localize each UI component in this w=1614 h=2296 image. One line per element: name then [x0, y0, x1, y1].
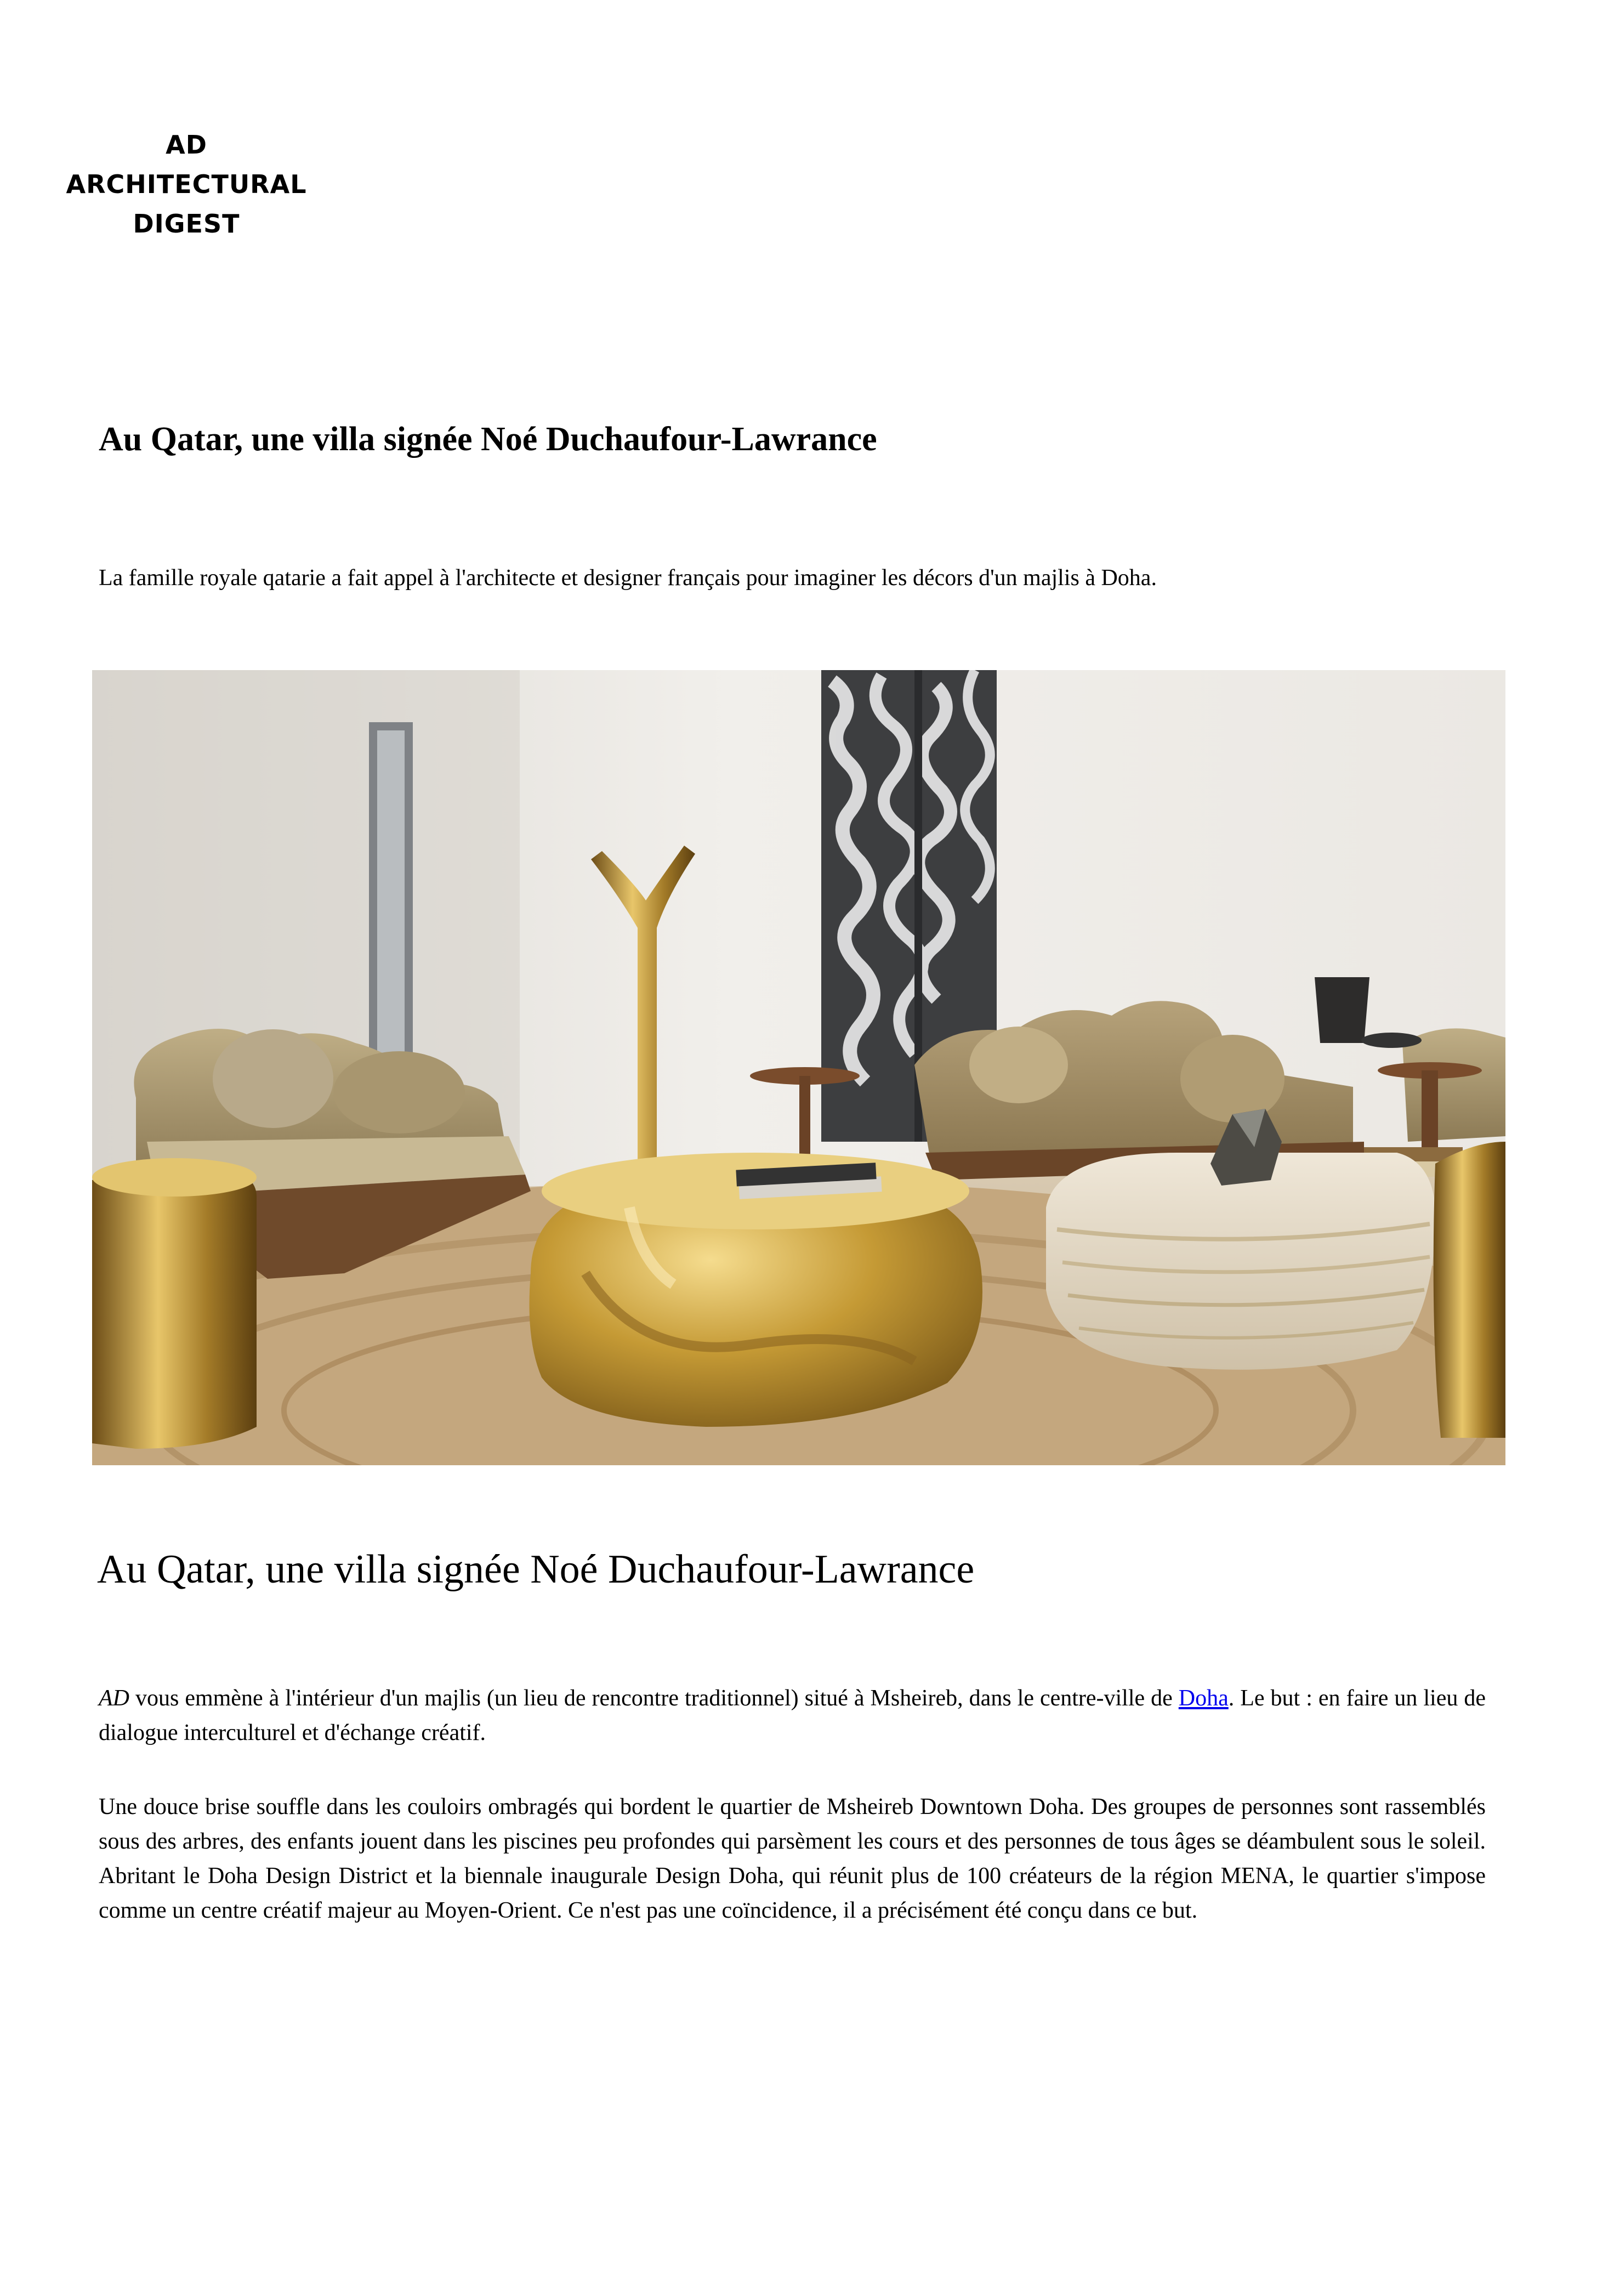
- article-heading-2: Au Qatar, une villa signée Noé Duchaufour-Lawrance: [97, 1547, 975, 1592]
- intro-text-after-link: . Le but : en faire un lieu de dialogue interculturel et d'échange créatif.: [99, 1686, 1486, 1745]
- logo-line-ad: AD: [166, 130, 207, 160]
- body-paragraph: Une douce brise souffle dans les couloirs ombragés qui bordent le quartier de Msheireb Downtown Doha. Des groupes de personnes sont rassemblés sous des arbres, des enfants jouent dans les piscines peu profondes qui parsèment les cours et des personnes de tous âges se déambulent sous le soleil. Abritant le Doha Design District et la biennale inaugurale Design Doha, qui réunit plus de 100 créateurs de la région MENA, le quartier s'impose comme un centre créatif majeur au Moyen-Orient. Ce n'est pas une coïncidence, il a précisément été conçu dans ce but.: [99, 1794, 1486, 1923]
- article-headline: Au Qatar, une villa signée Noé Duchaufour-Lawrance: [99, 421, 877, 458]
- logo-line-digest: DIGEST: [133, 209, 240, 239]
- ad-italic: AD: [99, 1686, 129, 1711]
- article-subtitle: La famille royale qatarie a fait appel à l'architecte et designer français pour imaginer les décors d'un majlis à Doha.: [99, 565, 1157, 591]
- photo-illustration: [92, 670, 1505, 1465]
- intro-paragraph: [99, 1681, 1486, 1750]
- logo-line-architectural: ARCHITECTURAL: [66, 169, 307, 199]
- ad-logo: [55, 125, 318, 243]
- doha-link[interactable]: Doha: [1178, 1686, 1229, 1711]
- majlis-interior-photo: [92, 670, 1505, 1465]
- intro-text-before-link: vous emmène à l'intérieur d'un majlis (un lieu de rencontre traditionnel) situé à Msheireb, dans le centre-ville de: [129, 1686, 1179, 1711]
